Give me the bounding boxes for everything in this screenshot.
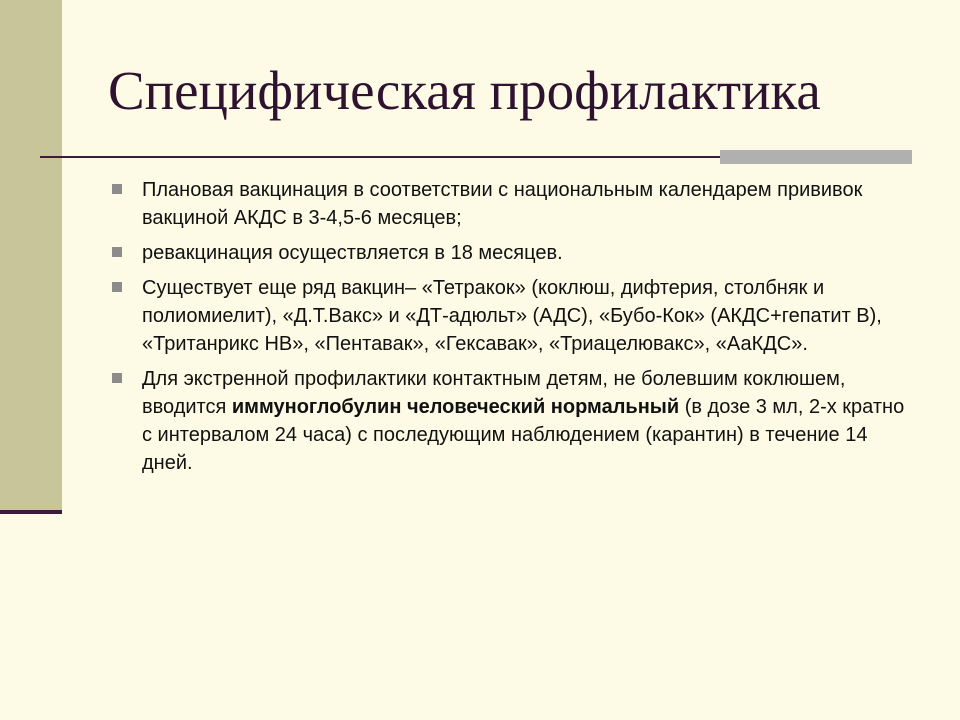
bullet-item-revaccination — [110, 239, 910, 267]
bullet-text: ревакцинация осуществляется в 18 месяцев. — [142, 242, 563, 264]
square-bullet-icon — [112, 373, 122, 383]
square-bullet-icon — [112, 282, 122, 292]
slide-title: Специфическая профилактика — [108, 60, 821, 121]
left-band-underline — [0, 510, 62, 514]
bullet-text: Для экстренной профилактики контактным детям, не болевшим коклюшем, вводится иммуноглобулин человеческий нормальный (в дозе 3 мл, 2-х кратно с интервалом 24 часа) с последующим наблюдением (карантин) в течение 14 дней. — [142, 368, 905, 474]
bullet-item-other-vaccines — [110, 274, 910, 358]
left-decorative-band — [0, 0, 62, 512]
bullet-item-emergency-prophylaxis — [110, 365, 910, 477]
title-accent-bar — [720, 150, 912, 164]
bullet-list — [110, 176, 910, 484]
immunoglobulin-emphasis: иммуноглобулин человеческий нормальный — [231, 396, 680, 418]
bullet-item-routine-vaccination — [110, 176, 910, 232]
bullet-text: Существует еще ряд вакцин– «Тетракок» (коклюш, дифтерия, столбняк и полиомиелит), «Д.Т.Вакс» и «ДТ-адюльт» (АДС), «Бубо-Кок» (АКДС+гепатит В), «Тританрикс НВ», «Пентавак», «Гексавак», «Триацелювакс», «АаКДС». — [142, 277, 882, 355]
square-bullet-icon — [112, 247, 122, 257]
bullet-text: Плановая вакцинация в соответствии с национальным календарем прививок вакциной АКДС в 3-4,5-6 месяцев; — [142, 179, 863, 229]
square-bullet-icon — [112, 184, 122, 194]
